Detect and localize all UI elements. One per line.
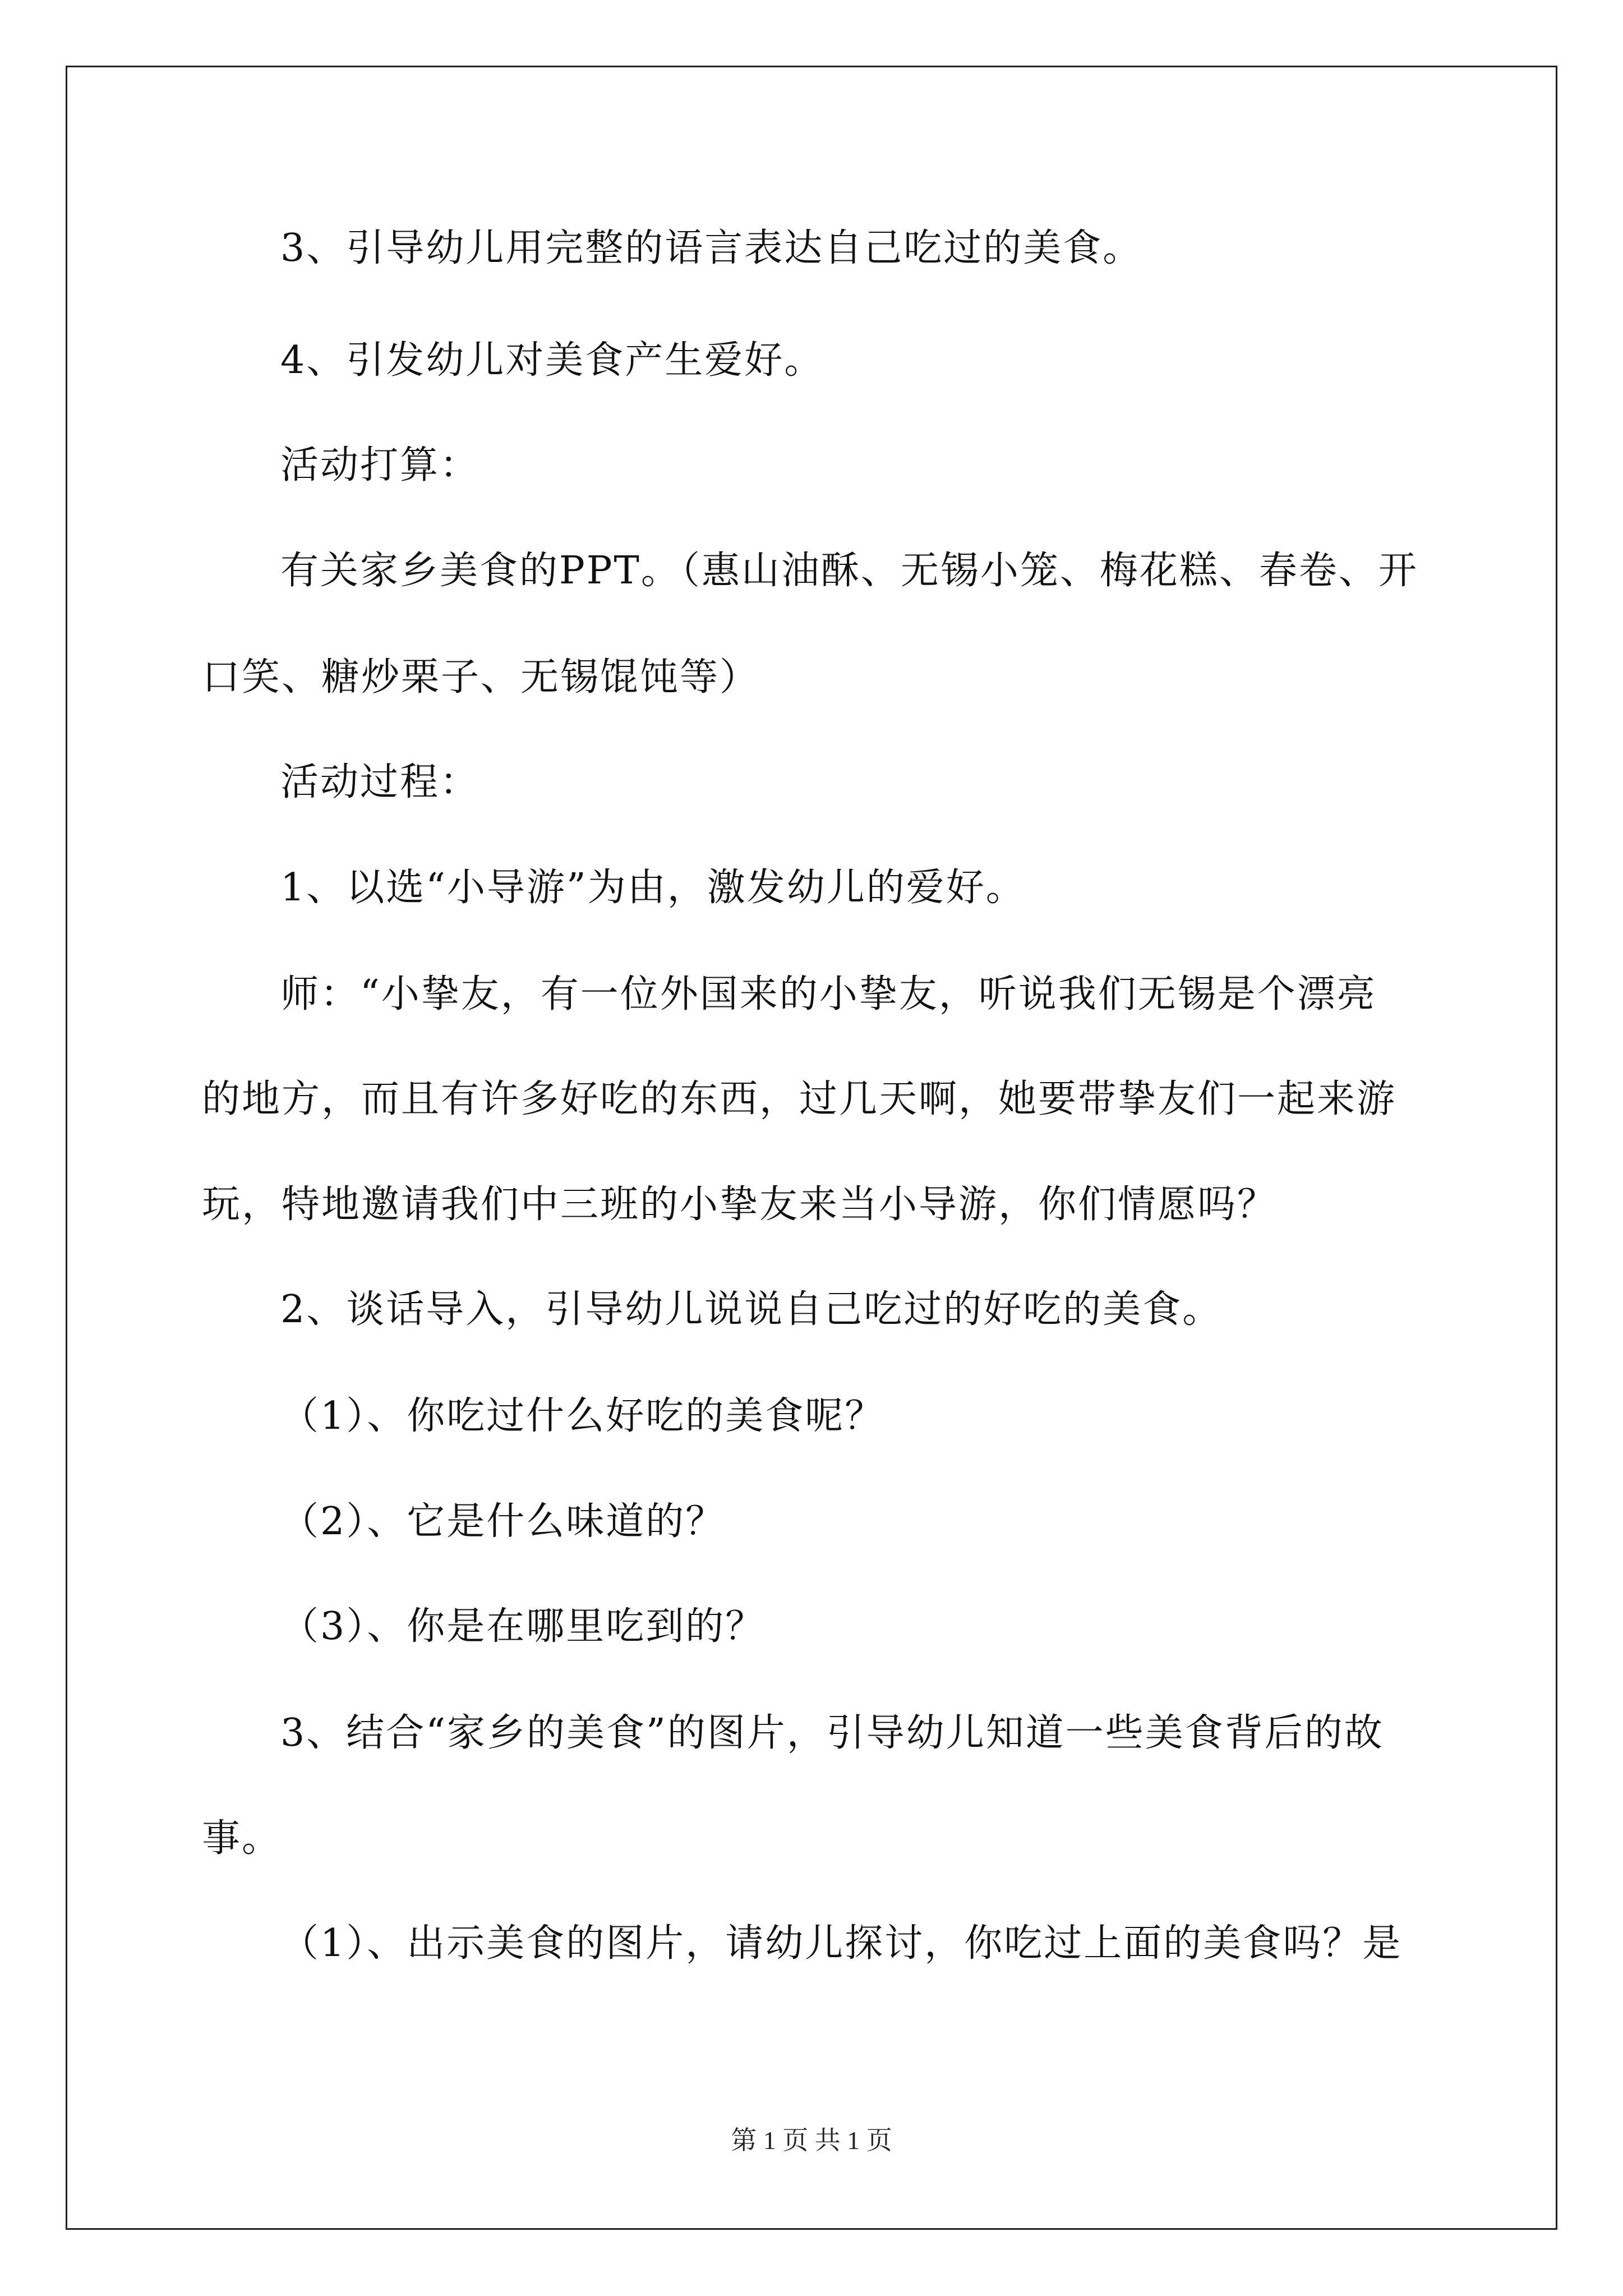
page-footer: 第 1 页 共 1 页: [731, 2126, 892, 2155]
paragraph-line: （2）、它是什么味道的？: [280, 1499, 726, 1544]
paragraph-line: 2、谈话导入，引导幼儿说说自己吃过的好吃的美食。: [280, 1287, 1223, 1332]
section-heading: 活动打算：: [280, 443, 480, 487]
paragraph-line: 师：“小挚友，有一位外国来的小挚友，听说我们无锡是个漂亮: [280, 972, 1377, 1016]
section-heading: 活动过程：: [280, 760, 480, 804]
paragraph-line: （1）、你吃过什么好吃的美食呢？: [280, 1394, 885, 1438]
paragraph-line: 3、引导幼儿用完整的语言表达自己吃过的美食。: [280, 226, 1143, 270]
page-border: [66, 66, 1557, 2230]
paragraph-line: 玩，特地邀请我们中三班的小挚友来当小导游，你们情愿吗？: [202, 1182, 1278, 1227]
paragraph-line: 事。: [202, 1816, 282, 1861]
paragraph-line: 1、以选“小导游”为由，激发幼儿的爱好。: [280, 866, 1026, 910]
paragraph-line: （3）、你是在哪里吃到的？: [280, 1604, 766, 1649]
paragraph-line: （1）、出示美食的图片，请幼儿探讨，你吃过上面的美食吗？是: [280, 1921, 1403, 1966]
paragraph-line: 口笑、糖炒栗子、无锡馄饨等）: [202, 655, 760, 700]
paragraph-line: 的地方，而且有许多好吃的东西，过几天啊，她要带挚友们一起来游: [202, 1077, 1397, 1121]
paragraph-line: 有关家乡美食的PPT。（惠山油酥、无锡小笼、梅花糕、春卷、开: [280, 549, 1418, 593]
paragraph-line: 3、结合“家乡的美食”的图片，引导幼儿知道一些美食背后的故: [280, 1711, 1384, 1755]
paragraph-line: 4、引发幼儿对美食产生爱好。: [280, 338, 824, 383]
